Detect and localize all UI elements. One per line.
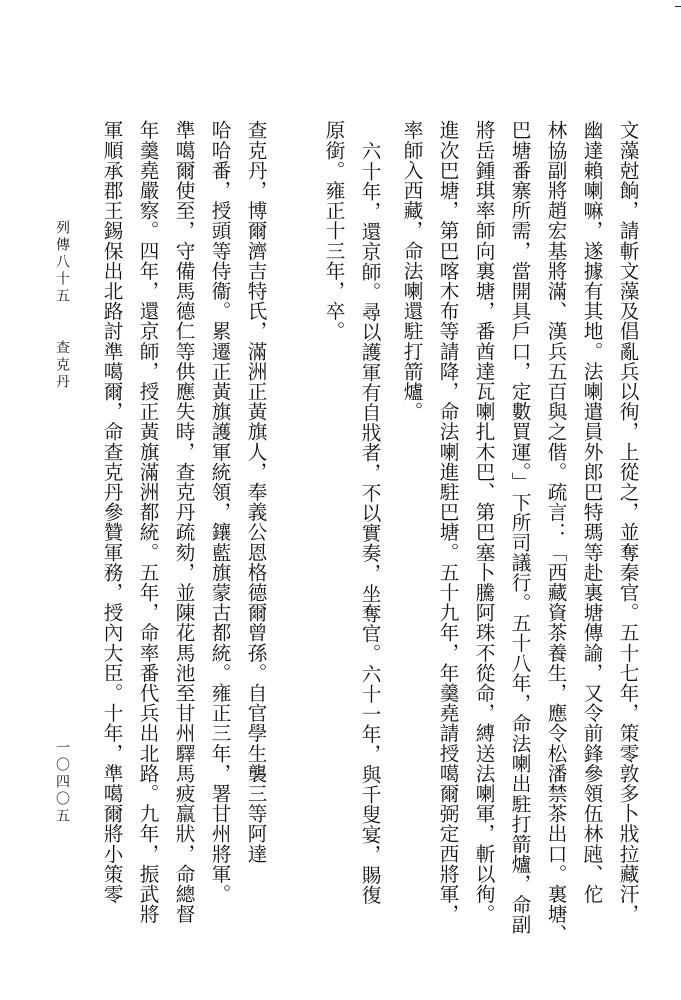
text-column: 六十年，還京師。尋以護軍有自戕者，不以實奏，坐奪官。六十一年，與千叟宴，賜復: [358, 141, 381, 905]
text-column: 率師入西藏，命法喇還駐打箭爐。: [400, 120, 423, 422]
text-column: 原銜。雍正十三年，卒。: [322, 120, 345, 342]
text-column: 文藻尅餉，請斬文藻及倡亂兵以徇，上從之，並奪秦官。五十七年，策零敦多卜戕拉藏汗，: [616, 120, 639, 924]
page-number: 一〇四〇五: [54, 740, 70, 825]
text-column: 準噶爾使至，守備馬德仁等供應失時，查克丹疏劾，並陳花馬池至甘州驛馬疲羸狀，命總督: [172, 120, 195, 924]
text-column: 軍順承郡王錫保出北路討準噶爾，命查克丹參贊軍務，授內大臣。十年，準噶爾將小策零: [100, 120, 123, 904]
running-section-title: 列傳八十五: [54, 220, 70, 305]
text-column: 將岳鍾琪率師向裏塘，番酋達瓦喇扎木巴、第巴塞卜騰阿珠不從命，縛送法喇軍，斬以徇。: [472, 120, 495, 924]
text-column: 進次巴塘，第巴喀木布等請降，命法喇進駐巴塘。五十九年，年羹堯請授噶爾弼定西將軍，: [436, 120, 459, 924]
text-column: 查克丹，博爾濟吉特氏，滿洲正黃旗人，奉義公恩格德爾曾孫。自官學生襲三等阿達: [244, 120, 267, 864]
page-corner-mark: [675, 6, 681, 13]
running-biography-name: 查克丹: [54, 340, 70, 391]
text-column: 巴塘番寨所需，當開具戶口，定數買運。」下所司議行。五十八年，命法喇出駐打箭爐，命副: [508, 120, 531, 935]
text-column: 林協副將趙宏基將滿、漢兵五百與之偕。疏言：「西藏資茶養生，應令松潘禁茶出口。裏塘、: [544, 120, 567, 945]
text-column: 幽達賴喇嘛，遂據有其地。法喇遣員外郎巴特瑪等赴裏塘傳諭，又令前鋒參領伍林瓲、佗: [580, 120, 603, 904]
text-column: 年羹堯嚴察。四年，還京師，授正黃旗滿洲都統。五年，命率番代兵出北路。九年，振武將: [136, 120, 159, 924]
text-column: 哈哈番，授頭等侍衞。累遷正黃旗護軍統領，鑲藍旗蒙古都統。雍正三年，署甘州將軍。: [208, 120, 231, 904]
